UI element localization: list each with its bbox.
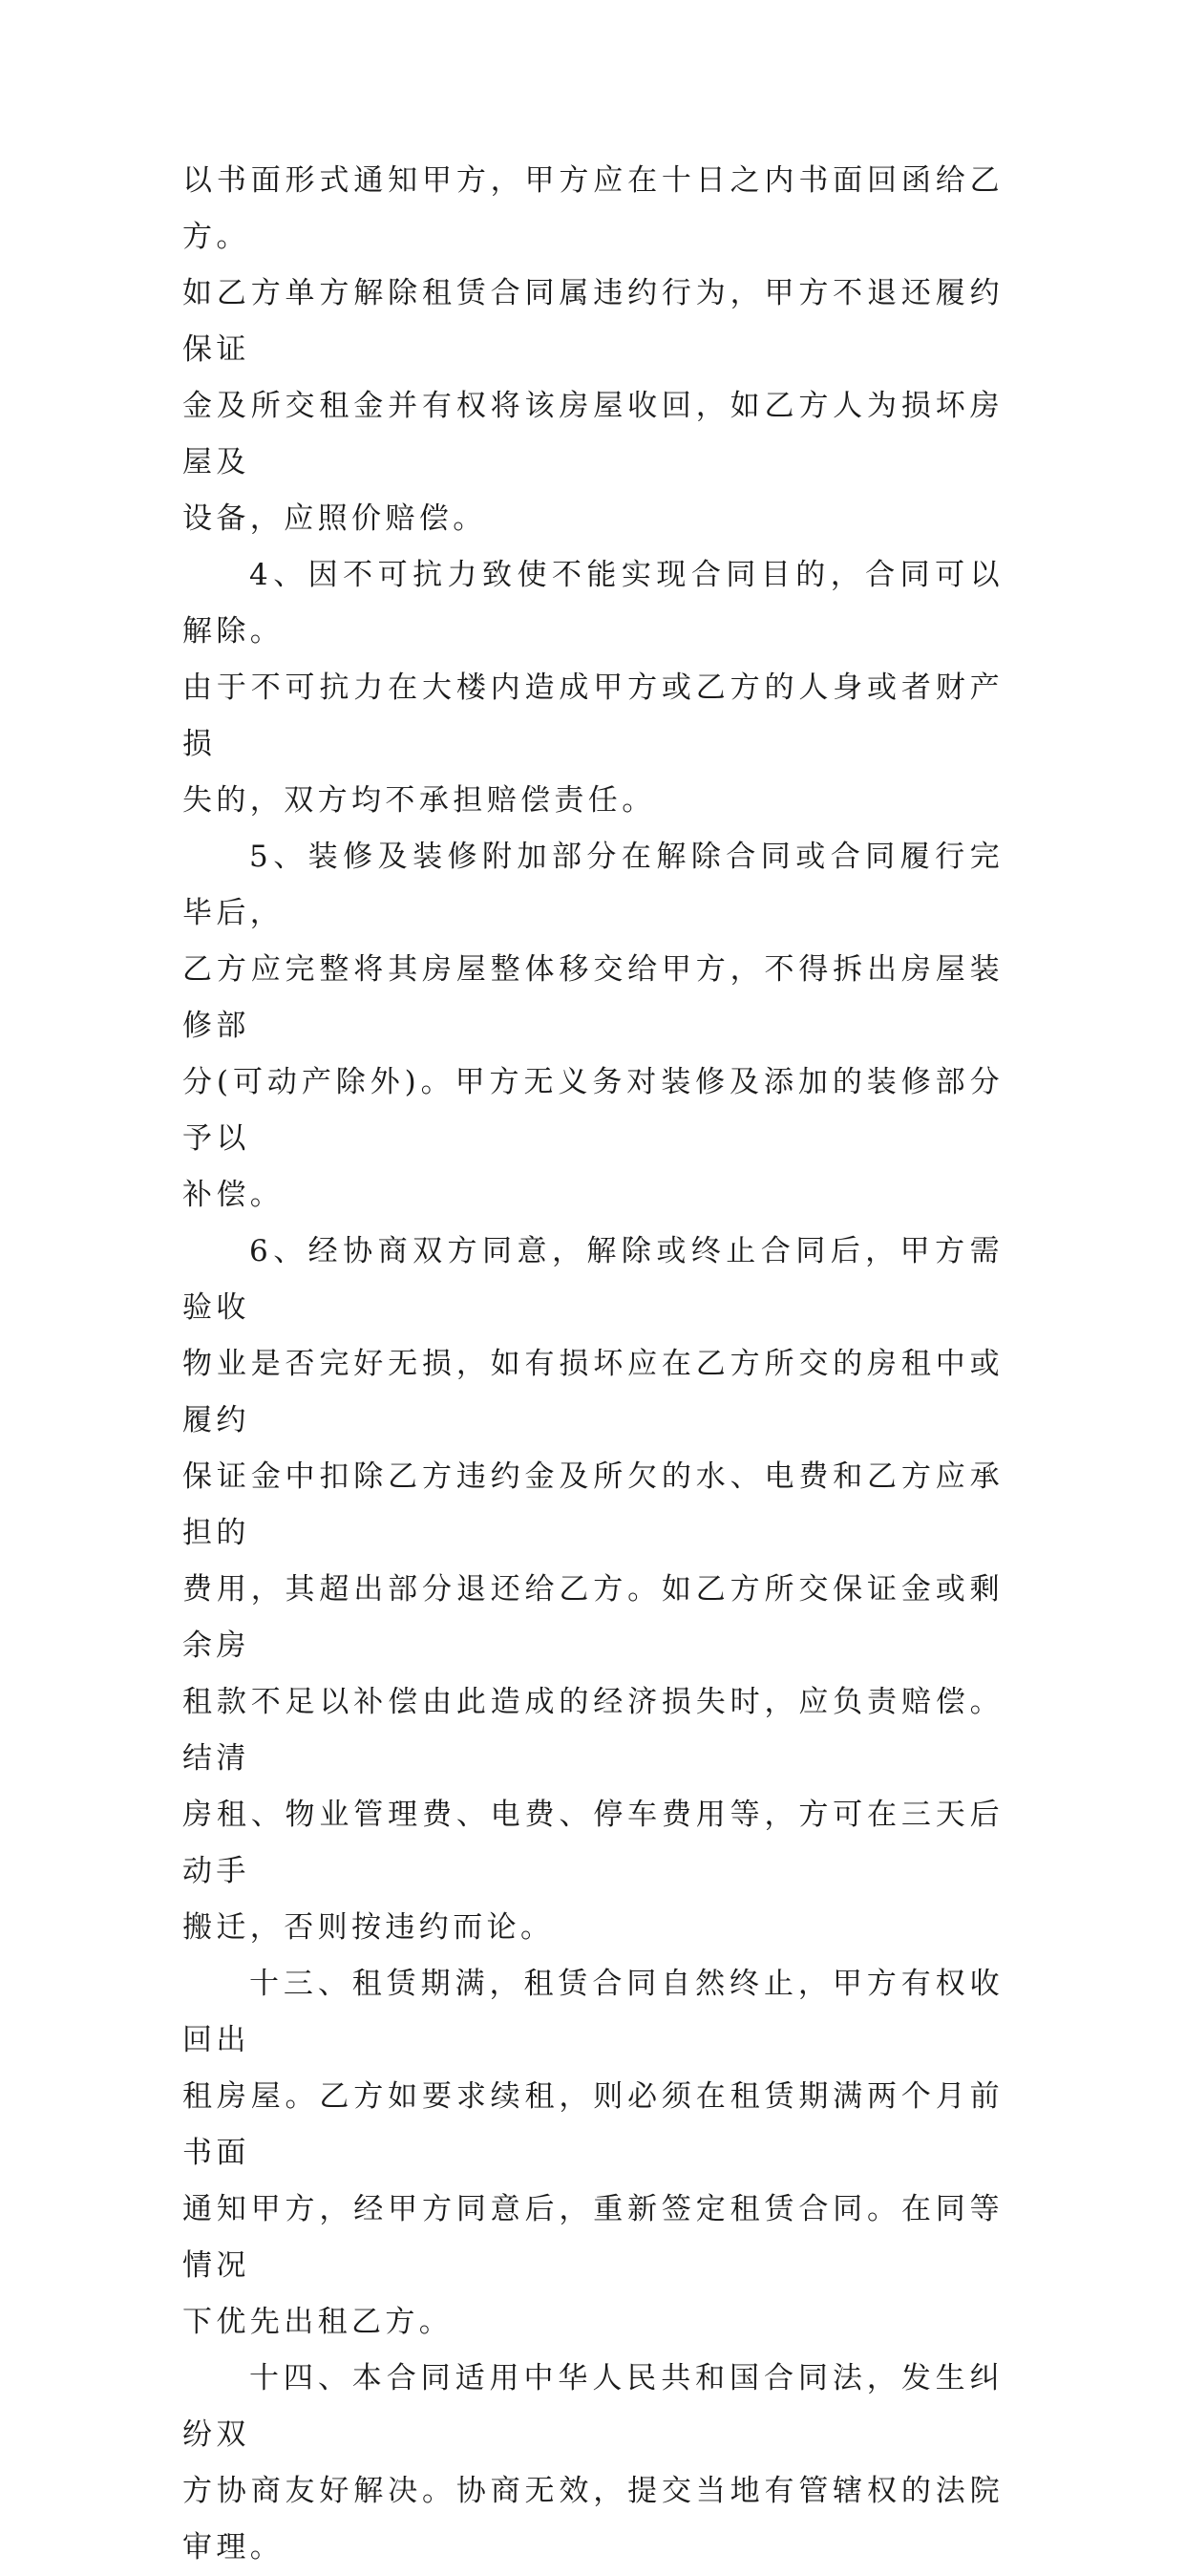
text-line: 乙方应完整将其房屋整体移交给甲方，不得拆出房屋装修部	[182, 952, 1004, 1043]
text-line: 下优先出租乙方。	[182, 2305, 454, 2339]
text-line: 物业是否完好无损，如有损坏应在乙方所交的房租中或履约	[182, 1347, 1004, 1437]
paragraph-article-14	[182, 2351, 1004, 2576]
text-line: 房租、物业管理费、电费、停车费用等，方可在三天后动手	[182, 1798, 1004, 1888]
text-line: 5、装修及装修附加部分在解除合同或合同履行完毕后，	[182, 840, 1004, 930]
paragraph-continuation	[182, 153, 1004, 547]
text-line: 搬迁，否则按违约而论。	[182, 1910, 555, 1945]
text-line: 费用，其超出部分退还给乙方。如乙方所交保证金或剩余房	[182, 1572, 1004, 1663]
text-line: 通知甲方，经甲方同意后，重新签定租赁合同。在同等情况	[182, 2192, 1004, 2283]
text-line: 分(可动产除外)。甲方无义务对装修及添加的装修部分予以	[182, 1065, 1004, 1156]
paragraph-article-13	[182, 1956, 1004, 2351]
text-line: 6、经协商双方同意，解除或终止合同后，甲方需验收	[182, 1234, 1004, 1325]
text-line: 失的，双方均不承担赔偿责任。	[182, 783, 656, 818]
text-line: 由于不可抗力在大楼内造成甲方或乙方的人身或者财产损	[182, 671, 1004, 761]
paragraph-clause-6	[182, 1224, 1004, 1956]
text-line: 方协商友好解决。协商无效，提交当地有管辖权的法院审理。	[182, 2474, 1004, 2565]
text-line: 租房屋。乙方如要求续租，则必须在租赁期满两个月前书面	[182, 2079, 1004, 2170]
text-line: 4、因不可抗力致使不能实现合同目的，合同可以解除。	[182, 558, 1004, 649]
text-line: 租款不足以补偿由此造成的经济损失时，应负责赔偿。结清	[182, 1685, 1004, 1776]
text-line: 设备，应照价赔偿。	[182, 501, 487, 536]
text-line: 以书面形式通知甲方，甲方应在十日之内书面回函给乙方。	[182, 163, 1004, 254]
text-line: 十三、租赁期满，租赁合同自然终止，甲方有权收回出	[182, 1967, 1004, 2057]
document-body	[182, 153, 1004, 2576]
text-line: 保证金中扣除乙方违约金及所欠的水、电费和乙方应承担的	[182, 1459, 1004, 1550]
paragraph-clause-4	[182, 547, 1004, 829]
text-line: 金及所交租金并有权将该房屋收回，如乙方人为损坏房屋及	[182, 389, 1004, 479]
text-line: 补偿。	[182, 1178, 285, 1212]
text-line: 如乙方单方解除租赁合同属违约行为，甲方不退还履约保证	[182, 276, 1004, 367]
text-line: 十四、本合同适用中华人民共和国合同法，发生纠纷双	[182, 2361, 1004, 2452]
paragraph-clause-5	[182, 829, 1004, 1224]
